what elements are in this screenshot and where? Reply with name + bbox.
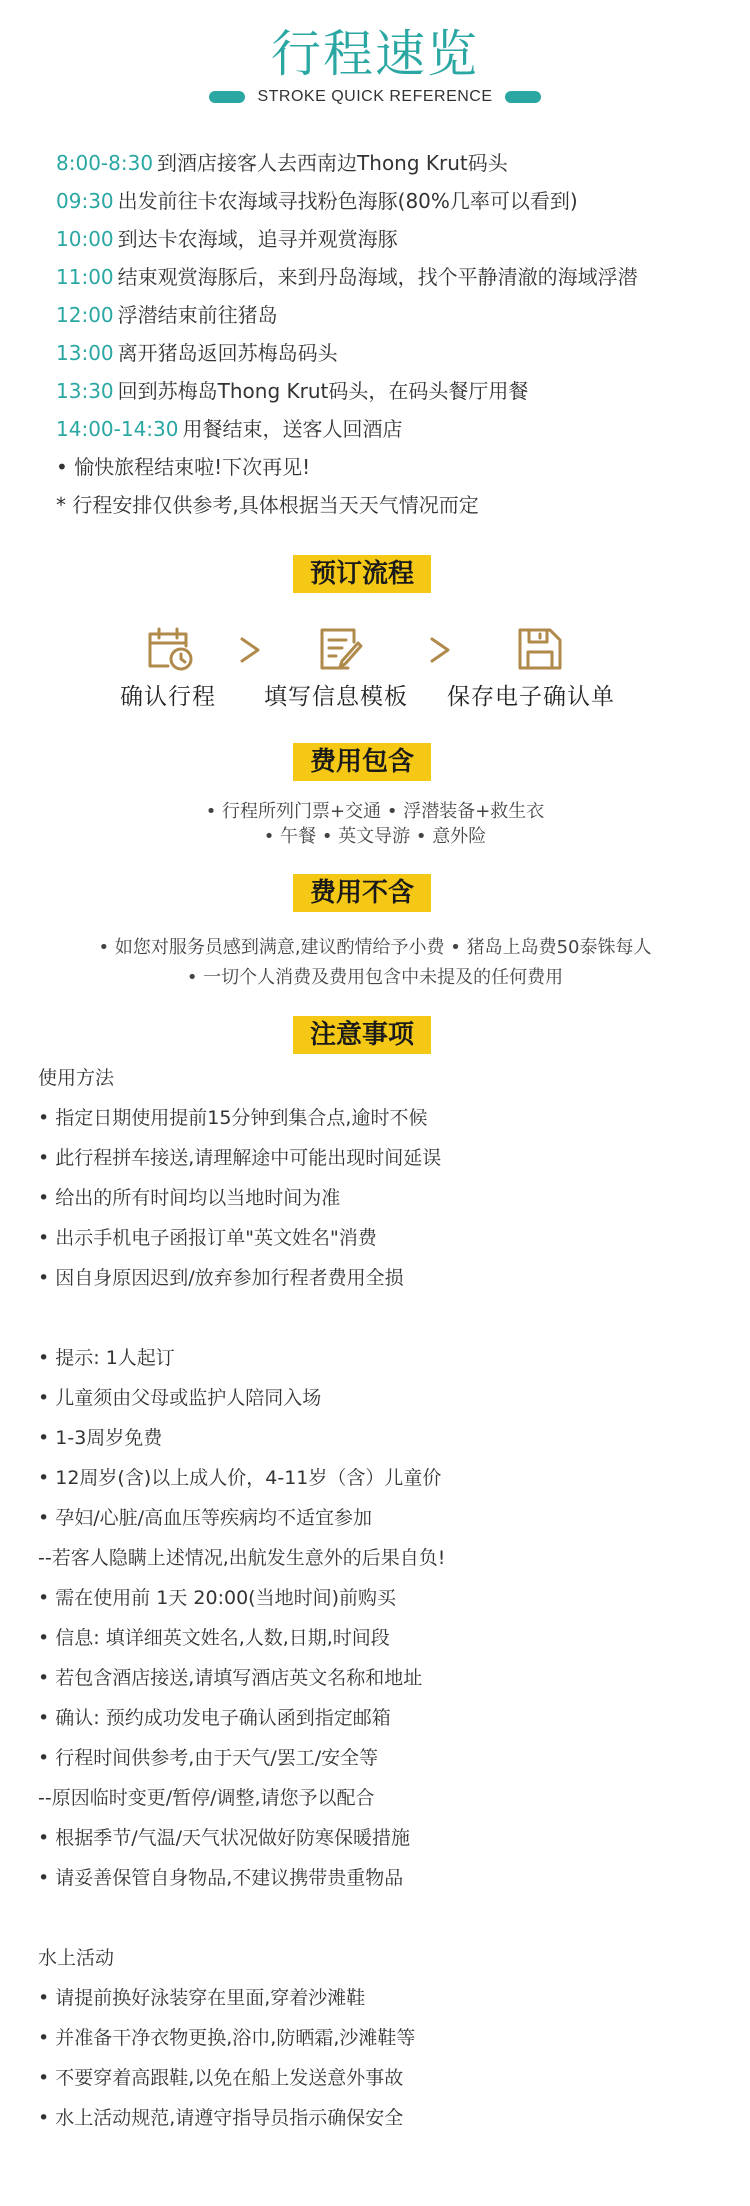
schedule-time: 8:00-8:30 bbox=[56, 151, 154, 175]
page-subtitle: STROKE QUICK REFERENCE bbox=[257, 88, 493, 105]
schedule-item bbox=[56, 372, 746, 410]
booking-steps bbox=[0, 626, 750, 710]
schedule-item bbox=[56, 296, 746, 334]
tip-item: • 1-3周岁免费 bbox=[38, 1427, 163, 1449]
spacer bbox=[38, 1898, 738, 1938]
calendar-clock-icon bbox=[146, 626, 194, 672]
schedule-text: 结束观赏海豚后，来到丹岛海域，找个平静清澈的海域浮潜 bbox=[117, 265, 638, 289]
note-item: • 此行程拼车接送,请理解途中可能出现时间延误 bbox=[38, 1147, 442, 1169]
schedule-time: 11:00 bbox=[56, 265, 114, 289]
schedule-list bbox=[56, 144, 746, 524]
subtitle-row bbox=[0, 88, 750, 106]
schedule-text: 离开猪岛返回苏梅岛码头 bbox=[117, 341, 338, 365]
note-item: • 因自身原因迟到/放弃参加行程者费用全损 bbox=[38, 1267, 404, 1289]
schedule-time: 13:00 bbox=[56, 341, 114, 365]
schedule-time: 12:00 bbox=[56, 303, 114, 327]
schedule-text: 到酒店接客人去西南边Thong Krut码头 bbox=[157, 151, 508, 175]
schedule-text: • 愉快旅程结束啦!下次再见! bbox=[56, 455, 311, 479]
schedule-time: 09:30 bbox=[56, 189, 114, 213]
schedule-text: 用餐结束，送客人回酒店 bbox=[182, 417, 403, 441]
schedule-note bbox=[56, 448, 746, 486]
water-item: • 并准备干净衣物更换,浴巾,防晒霜,沙滩鞋等 bbox=[38, 2027, 416, 2049]
step-label: 保存电子确认单 bbox=[447, 684, 615, 710]
schedule-time: 10:00 bbox=[56, 227, 114, 251]
included-line: • 行程所列门票+交通 • 浮潜装备+救生衣 bbox=[205, 801, 545, 822]
notes-section-title: 注意事项 bbox=[293, 1016, 431, 1054]
schedule-item bbox=[56, 220, 746, 258]
water-item: • 水上活动规范,请遵守指导员指示确保安全 bbox=[38, 2107, 404, 2129]
schedule-text: 到达卡农海域，追寻并观赏海豚 bbox=[117, 227, 398, 251]
water-heading: 水上活动 bbox=[38, 1947, 115, 1969]
tip-item: • 信息: 填详细英文姓名,人数,日期,时间段 bbox=[38, 1627, 390, 1649]
step-label: 填写信息模板 bbox=[264, 684, 408, 710]
usage-heading: 使用方法 bbox=[38, 1067, 115, 1089]
tip-item: • 行程时间供参考,由于天气/罢工/安全等 bbox=[38, 1747, 379, 1769]
note-item: • 出示手机电子函报订单"英文姓名"消费 bbox=[38, 1227, 377, 1249]
step-label: 确认行程 bbox=[120, 684, 216, 710]
included-section-title: 费用包含 bbox=[293, 743, 431, 781]
excluded-section-title: 费用不含 bbox=[293, 874, 431, 912]
excluded-line: • 一切个人消费及费用包含中未提及的任何费用 bbox=[186, 967, 564, 988]
edit-document-icon bbox=[318, 626, 366, 672]
water-item: • 请提前换好泳装穿在里面,穿着沙滩鞋 bbox=[38, 1987, 366, 2009]
spacer bbox=[38, 1298, 738, 1338]
notes-list bbox=[38, 1058, 738, 2138]
schedule-item bbox=[56, 144, 746, 182]
note-item: • 指定日期使用提前15分钟到集合点,逾时不候 bbox=[38, 1107, 428, 1129]
tip-item: • 确认: 预约成功发电子确认函到指定邮箱 bbox=[38, 1707, 391, 1729]
included-line: • 午餐 • 英文导游 • 意外险 bbox=[263, 826, 487, 847]
tip-item: • 需在使用前 1天 20:00(当地时间)前购买 bbox=[38, 1587, 396, 1609]
tip-item: • 12周岁(含)以上成人价，4-11岁（含）儿童价 bbox=[38, 1467, 442, 1489]
schedule-text: 浮潜结束前往猪岛 bbox=[117, 303, 278, 327]
tip-item: --若客人隐瞒上述情况,出航发生意外的后果自负! bbox=[38, 1547, 446, 1569]
schedule-item bbox=[56, 182, 746, 220]
decor-pill-left bbox=[209, 91, 245, 103]
schedule-item bbox=[56, 258, 746, 296]
tip-item: • 若包含酒店接送,请填写酒店英文名称和地址 bbox=[38, 1667, 423, 1689]
schedule-item bbox=[56, 410, 746, 448]
schedule-text: 出发前往卡农海域寻找粉色海豚(80%几率可以看到) bbox=[117, 189, 578, 213]
water-item: • 不要穿着高跟鞋,以免在船上发送意外事故 bbox=[38, 2067, 404, 2089]
save-floppy-icon bbox=[516, 626, 564, 672]
tip-item: • 儿童须由父母或监护人陪同入场 bbox=[38, 1387, 322, 1409]
tip-item: • 孕妇/心脏/高血压等疾病均不适宜参加 bbox=[38, 1507, 373, 1529]
schedule-note bbox=[56, 486, 746, 524]
note-item: • 给出的所有时间均以当地时间为准 bbox=[38, 1187, 341, 1209]
tip-item: • 请妥善保管自身物品,不建议携带贵重物品 bbox=[38, 1867, 404, 1889]
schedule-text: * 行程安排仅供参考,具体根据当天天气情况而定 bbox=[56, 493, 479, 517]
schedule-time: 14:00-14:30 bbox=[56, 417, 179, 441]
chevron-right-icon bbox=[426, 636, 454, 664]
schedule-time: 13:30 bbox=[56, 379, 114, 403]
decor-pill-right bbox=[505, 91, 541, 103]
tip-item: • 根据季节/气温/天气状况做好防寒保暖措施 bbox=[38, 1827, 411, 1849]
chevron-right-icon bbox=[236, 636, 264, 664]
booking-section-title: 预订流程 bbox=[293, 555, 431, 593]
tip-item: • 提示: 1人起订 bbox=[38, 1347, 175, 1369]
excluded-line: • 如您对服务员感到满意,建议酌情给予小费 • 猪岛上岛费50泰铢每人 bbox=[98, 937, 652, 958]
schedule-item bbox=[56, 334, 746, 372]
page-title: 行程速览 bbox=[271, 25, 479, 83]
tip-item: --原因临时变更/暂停/调整,请您予以配合 bbox=[38, 1787, 375, 1809]
schedule-text: 回到苏梅岛Thong Krut码头，在码头餐厅用餐 bbox=[117, 379, 529, 403]
